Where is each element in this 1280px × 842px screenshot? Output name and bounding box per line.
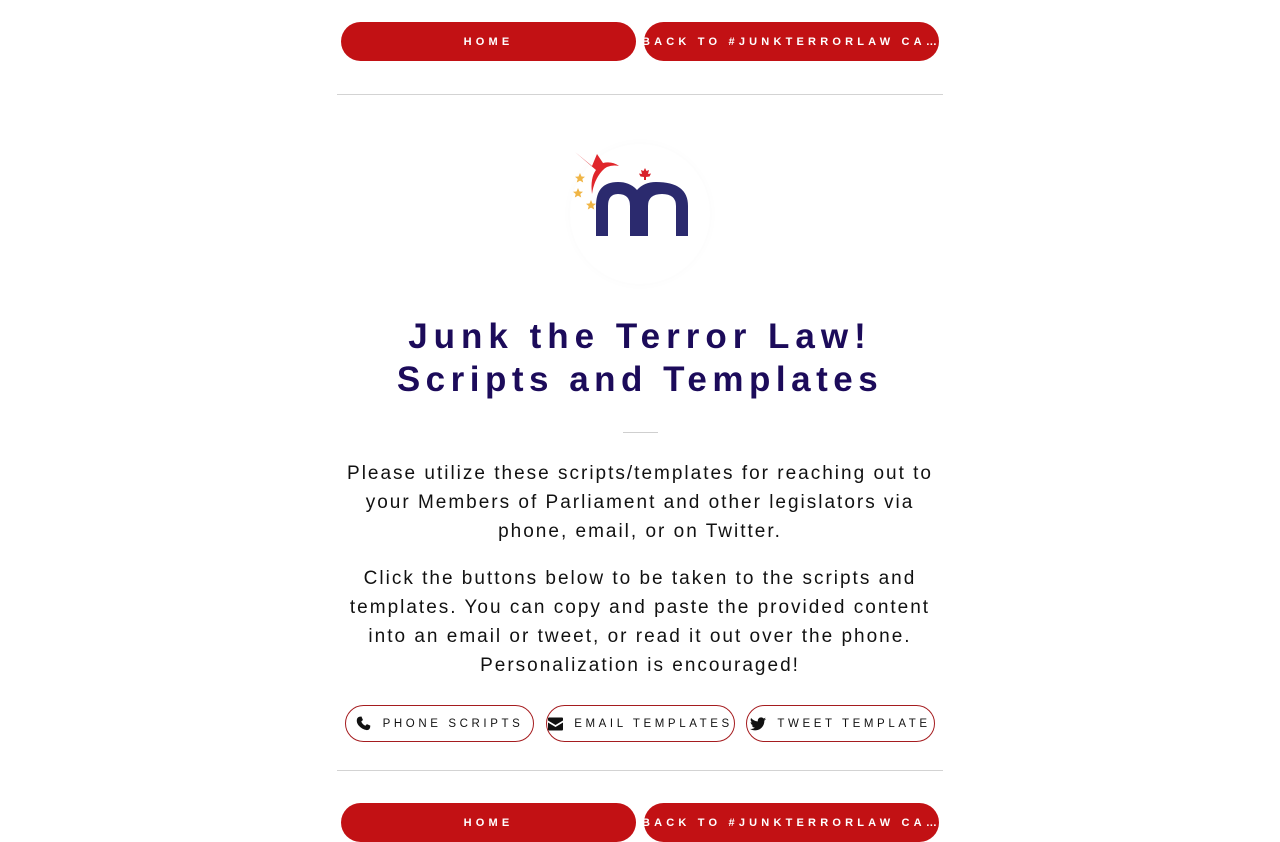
phone-icon <box>356 716 372 732</box>
envelope-icon <box>547 716 563 732</box>
bottom-nav <box>337 803 943 842</box>
twitter-icon <box>750 716 766 732</box>
intro-paragraph-2: Click the buttons below to be taken to the scripts and templates. You can copy and paste the provided content into an email or tweet, or read it out over the phone. Personalization is encouraged! <box>349 568 931 676</box>
back-to-campaign-button-bottom[interactable] <box>641 803 942 842</box>
home-button-bottom-label: HOME <box>463 816 514 829</box>
phone-scripts-label: PHONE SCRIPTS <box>382 717 524 730</box>
phone-scripts-button[interactable] <box>345 705 534 742</box>
tweet-template-label: TWEET TEMPLATE <box>777 717 931 730</box>
logo-m-icon <box>570 144 710 284</box>
home-button-bottom[interactable] <box>341 803 636 842</box>
tweet-template-button[interactable] <box>746 705 935 742</box>
back-button-bottom-label: BACK TO #JUNKTERRORLAW CA… <box>641 816 942 829</box>
page-title-main: Junk the Terror Law! <box>408 317 872 356</box>
page-title-sub: Scripts and Templates <box>396 360 884 399</box>
title-rule <box>623 432 658 433</box>
intro-paragraph-1: Please utilize these scripts/templates for reaching out to your Members of Parliament and other legislators via phone, email, or on Twitter. <box>347 463 933 542</box>
bottom-divider <box>337 770 943 771</box>
action-buttons <box>337 705 943 742</box>
logo <box>570 144 710 284</box>
back-to-campaign-button[interactable] <box>641 22 942 61</box>
email-templates-label: EMAIL TEMPLATES <box>574 717 733 730</box>
page-container <box>337 0 943 842</box>
email-templates-button[interactable] <box>546 705 735 742</box>
page-title <box>337 316 943 402</box>
back-button-label: BACK TO #JUNKTERRORLAW CA… <box>641 35 942 48</box>
top-nav <box>337 22 943 61</box>
home-button-label: HOME <box>463 35 514 48</box>
home-button[interactable] <box>341 22 636 61</box>
top-divider <box>337 94 943 95</box>
